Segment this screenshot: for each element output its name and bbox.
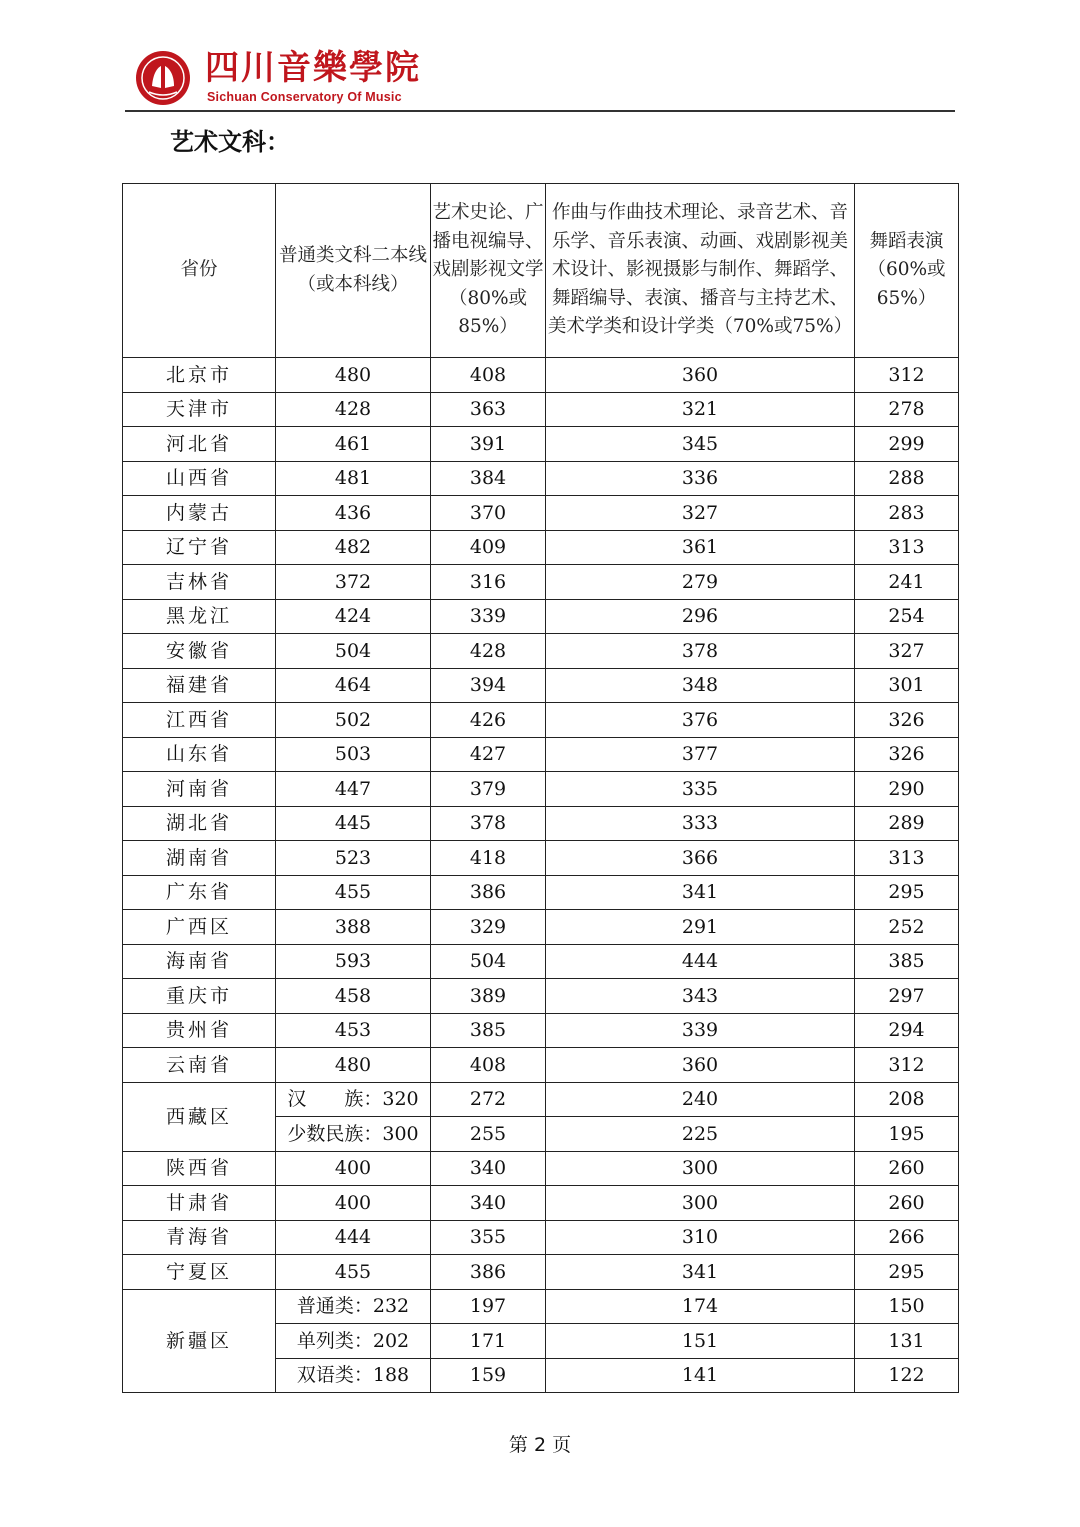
- art-history-cell: 408: [431, 358, 546, 393]
- header-base-line: 普通类文科二本线（或本科线）: [276, 184, 431, 358]
- table-row: [123, 910, 959, 945]
- province-cell: 河南省: [123, 772, 276, 807]
- composition-cell: 296: [546, 599, 855, 634]
- base-line-cell: 523: [276, 841, 431, 876]
- province-cell: 福建省: [123, 668, 276, 703]
- composition-cell: 343: [546, 979, 855, 1014]
- table-row: [123, 1289, 959, 1324]
- composition-cell: 378: [546, 634, 855, 669]
- base-line-cell: 480: [276, 1048, 431, 1083]
- table-row: [123, 806, 959, 841]
- table-row: [123, 1220, 959, 1255]
- art-history-cell: 418: [431, 841, 546, 876]
- province-cell: 青海省: [123, 1220, 276, 1255]
- art-history-cell: 394: [431, 668, 546, 703]
- table-row: [123, 1082, 959, 1117]
- base-line-cell: 593: [276, 944, 431, 979]
- dance-cell: 297: [855, 979, 959, 1014]
- base-line-cell: 444: [276, 1220, 431, 1255]
- province-cell: 河北省: [123, 427, 276, 462]
- table-row: [123, 427, 959, 462]
- art-history-cell: 504: [431, 944, 546, 979]
- dance-cell: 327: [855, 634, 959, 669]
- base-line-cell: 481: [276, 461, 431, 496]
- art-history-cell: 197: [431, 1289, 546, 1324]
- dance-cell: 260: [855, 1151, 959, 1186]
- province-cell: 重庆市: [123, 979, 276, 1014]
- base-line-cell: 普通类：232: [276, 1289, 431, 1324]
- dance-cell: 260: [855, 1186, 959, 1221]
- dance-cell: 290: [855, 772, 959, 807]
- province-cell: 宁夏区: [123, 1255, 276, 1290]
- art-history-cell: 409: [431, 530, 546, 565]
- dance-cell: 150: [855, 1289, 959, 1324]
- base-line-cell: 455: [276, 875, 431, 910]
- table-row: [123, 1013, 959, 1048]
- province-cell: 江西省: [123, 703, 276, 738]
- base-line-cell: 464: [276, 668, 431, 703]
- dance-cell: 295: [855, 875, 959, 910]
- dance-cell: 254: [855, 599, 959, 634]
- composition-cell: 377: [546, 737, 855, 772]
- composition-cell: 327: [546, 496, 855, 531]
- province-cell: 山西省: [123, 461, 276, 496]
- table-row: [123, 979, 959, 1014]
- base-line-cell: 400: [276, 1186, 431, 1221]
- art-history-cell: 255: [431, 1117, 546, 1152]
- table-row: [123, 530, 959, 565]
- table-row: [123, 1048, 959, 1083]
- table-row: [123, 772, 959, 807]
- composition-cell: 279: [546, 565, 855, 600]
- art-history-cell: 386: [431, 875, 546, 910]
- composition-cell: 348: [546, 668, 855, 703]
- base-line-cell: 388: [276, 910, 431, 945]
- table-row: [123, 944, 959, 979]
- base-line-cell: 单列类：202: [276, 1324, 431, 1359]
- base-line-cell: 480: [276, 358, 431, 393]
- dance-cell: 122: [855, 1358, 959, 1393]
- dance-cell: 195: [855, 1117, 959, 1152]
- composition-cell: 345: [546, 427, 855, 462]
- composition-cell: 335: [546, 772, 855, 807]
- header-composition: 作曲与作曲技术理论、录音艺术、音乐学、音乐表演、动画、戏剧影视美术设计、影视摄影与制作、舞蹈学、舞蹈编导、表演、播音与主持艺术、美术学类和设计学类（70%或75%）: [546, 184, 855, 358]
- dance-cell: 266: [855, 1220, 959, 1255]
- composition-cell: 240: [546, 1082, 855, 1117]
- art-history-cell: 378: [431, 806, 546, 841]
- header-divider: [125, 110, 955, 112]
- header-dance: 舞蹈表演（60%或65%）: [855, 184, 959, 358]
- composition-cell: 444: [546, 944, 855, 979]
- art-history-cell: 428: [431, 634, 546, 669]
- province-cell: 安徽省: [123, 634, 276, 669]
- school-emblem-icon: [135, 50, 191, 106]
- table-row: [123, 358, 959, 393]
- composition-cell: 310: [546, 1220, 855, 1255]
- page-header: [135, 42, 955, 112]
- base-line-cell: 482: [276, 530, 431, 565]
- base-line-cell: 504: [276, 634, 431, 669]
- province-cell: 陕西省: [123, 1151, 276, 1186]
- art-history-cell: 363: [431, 392, 546, 427]
- dance-cell: 312: [855, 1048, 959, 1083]
- dance-cell: 278: [855, 392, 959, 427]
- table-row: [123, 875, 959, 910]
- school-name-en: Sichuan Conservatory Of Music: [207, 90, 402, 104]
- composition-cell: 360: [546, 358, 855, 393]
- base-line-cell: 445: [276, 806, 431, 841]
- composition-cell: 300: [546, 1186, 855, 1221]
- dance-cell: 289: [855, 806, 959, 841]
- table-row: [123, 703, 959, 738]
- composition-cell: 225: [546, 1117, 855, 1152]
- dance-cell: 252: [855, 910, 959, 945]
- province-cell: 湖北省: [123, 806, 276, 841]
- base-line-cell: 455: [276, 1255, 431, 1290]
- composition-cell: 336: [546, 461, 855, 496]
- table-row: [123, 737, 959, 772]
- art-history-cell: 340: [431, 1151, 546, 1186]
- province-cell: 北京市: [123, 358, 276, 393]
- province-cell: 湖南省: [123, 841, 276, 876]
- art-history-cell: 385: [431, 1013, 546, 1048]
- table-row: [123, 1255, 959, 1290]
- province-cell: 广西区: [123, 910, 276, 945]
- province-cell: 新疆区: [123, 1289, 276, 1393]
- art-history-cell: 355: [431, 1220, 546, 1255]
- dance-cell: 313: [855, 530, 959, 565]
- composition-cell: 341: [546, 875, 855, 910]
- composition-cell: 141: [546, 1358, 855, 1393]
- table-row: [123, 668, 959, 703]
- table-row: [123, 1186, 959, 1221]
- admission-score-table: [122, 183, 959, 1393]
- table-row: [123, 461, 959, 496]
- art-history-cell: 272: [431, 1082, 546, 1117]
- page-number: 第 2 页: [508, 1434, 572, 1456]
- art-history-cell: 389: [431, 979, 546, 1014]
- base-line-cell: 458: [276, 979, 431, 1014]
- table-row: [123, 599, 959, 634]
- art-history-cell: 329: [431, 910, 546, 945]
- table-row: [123, 634, 959, 669]
- composition-cell: 366: [546, 841, 855, 876]
- art-history-cell: 370: [431, 496, 546, 531]
- composition-cell: 360: [546, 1048, 855, 1083]
- art-history-cell: 408: [431, 1048, 546, 1083]
- province-cell: 广东省: [123, 875, 276, 910]
- art-history-cell: 339: [431, 599, 546, 634]
- school-name-cn: 四川音樂學院: [205, 48, 421, 88]
- art-history-cell: 427: [431, 737, 546, 772]
- composition-cell: 300: [546, 1151, 855, 1186]
- province-cell: 贵州省: [123, 1013, 276, 1048]
- art-history-cell: 171: [431, 1324, 546, 1359]
- composition-cell: 174: [546, 1289, 855, 1324]
- table-header-row: [123, 184, 959, 358]
- art-history-cell: 340: [431, 1186, 546, 1221]
- base-line-cell: 424: [276, 599, 431, 634]
- province-cell: 天津市: [123, 392, 276, 427]
- composition-cell: 291: [546, 910, 855, 945]
- dance-cell: 301: [855, 668, 959, 703]
- base-line-cell: 428: [276, 392, 431, 427]
- art-history-cell: 316: [431, 565, 546, 600]
- composition-cell: 151: [546, 1324, 855, 1359]
- composition-cell: 341: [546, 1255, 855, 1290]
- base-line-cell: 少数民族：300: [276, 1117, 431, 1152]
- province-cell: 吉林省: [123, 565, 276, 600]
- dance-cell: 241: [855, 565, 959, 600]
- composition-cell: 321: [546, 392, 855, 427]
- composition-cell: 339: [546, 1013, 855, 1048]
- base-line-cell: 372: [276, 565, 431, 600]
- base-line-cell: 502: [276, 703, 431, 738]
- dance-cell: 288: [855, 461, 959, 496]
- art-history-cell: 379: [431, 772, 546, 807]
- composition-cell: 361: [546, 530, 855, 565]
- dance-cell: 294: [855, 1013, 959, 1048]
- dance-cell: 312: [855, 358, 959, 393]
- composition-cell: 333: [546, 806, 855, 841]
- art-history-cell: 426: [431, 703, 546, 738]
- base-line-cell: 503: [276, 737, 431, 772]
- dance-cell: 131: [855, 1324, 959, 1359]
- province-cell: 黑龙江: [123, 599, 276, 634]
- dance-cell: 299: [855, 427, 959, 462]
- base-line-cell: 436: [276, 496, 431, 531]
- province-cell: 辽宁省: [123, 530, 276, 565]
- art-history-cell: 384: [431, 461, 546, 496]
- province-cell: 甘肃省: [123, 1186, 276, 1221]
- header-province: 省份: [123, 184, 276, 358]
- art-history-cell: 159: [431, 1358, 546, 1393]
- dance-cell: 295: [855, 1255, 959, 1290]
- dance-cell: 385: [855, 944, 959, 979]
- province-cell: 内蒙古: [123, 496, 276, 531]
- table-row: [123, 1151, 959, 1186]
- table-row: [123, 841, 959, 876]
- base-line-cell: 453: [276, 1013, 431, 1048]
- base-line-cell: 双语类：188: [276, 1358, 431, 1393]
- header-art-history: 艺术史论、广播电视编导、戏剧影视文学（80%或85%）: [431, 184, 546, 358]
- dance-cell: 326: [855, 703, 959, 738]
- dance-cell: 326: [855, 737, 959, 772]
- province-cell: 云南省: [123, 1048, 276, 1083]
- province-cell: 海南省: [123, 944, 276, 979]
- base-line-cell: 447: [276, 772, 431, 807]
- art-history-cell: 386: [431, 1255, 546, 1290]
- province-cell: 西藏区: [123, 1082, 276, 1151]
- composition-cell: 376: [546, 703, 855, 738]
- base-line-cell: 汉 族：320: [276, 1082, 431, 1117]
- province-cell: 山东省: [123, 737, 276, 772]
- dance-cell: 283: [855, 496, 959, 531]
- dance-cell: 208: [855, 1082, 959, 1117]
- table-row: [123, 565, 959, 600]
- base-line-cell: 400: [276, 1151, 431, 1186]
- base-line-cell: 461: [276, 427, 431, 462]
- art-history-cell: 391: [431, 427, 546, 462]
- dance-cell: 313: [855, 841, 959, 876]
- section-title: 艺术文科：: [170, 128, 290, 156]
- table-row: [123, 392, 959, 427]
- table-row: [123, 496, 959, 531]
